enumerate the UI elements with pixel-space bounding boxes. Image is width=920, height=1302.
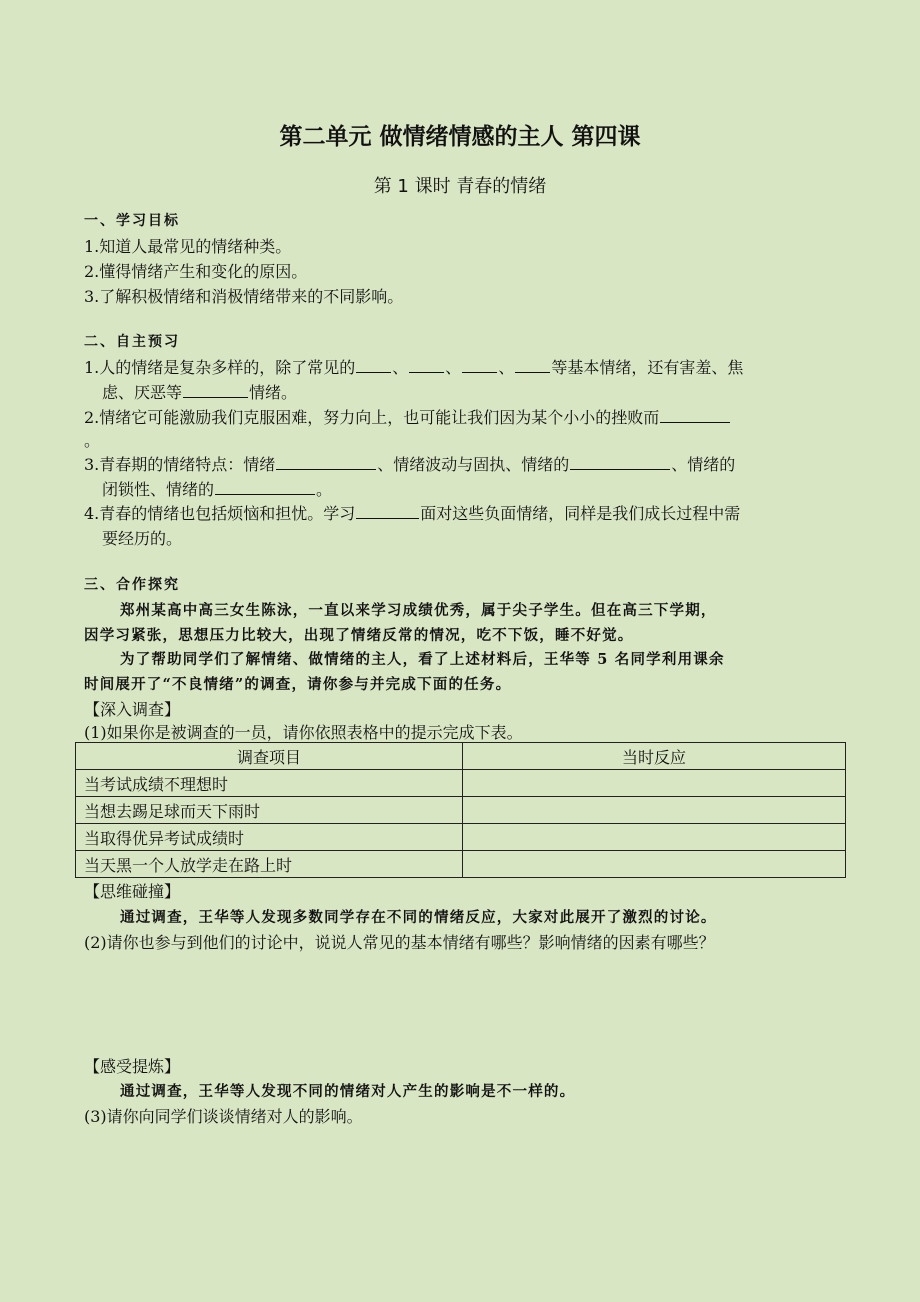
- q3-text-c: 、情绪的: [671, 455, 736, 474]
- section-heading-goals: 一、学习目标: [84, 213, 180, 229]
- story-paragraph: 郑州某高中高三女生陈泳，一直以来学习成绩优秀，属于尖子学生。但在高三下学期，: [120, 602, 717, 619]
- thinking-paragraph: 通过调查，王华等人发现多数同学存在不同的情绪反应，大家对此展开了激烈的讨论。: [120, 909, 717, 926]
- preview-question-1: [84, 355, 743, 378]
- table-row: [76, 851, 846, 878]
- goal-item: 3.了解积极情绪和消极情绪带来的不同影响。: [84, 287, 404, 306]
- fill-blank[interactable]: [515, 358, 550, 373]
- fill-blank[interactable]: [462, 358, 497, 373]
- story-paragraph: 时间展开了“不良情绪”的调查，请你参与并完成下面的任务。: [84, 676, 512, 693]
- survey-prompt: (1)如果你是被调查的一员，请你依照表格中的提示完成下表。: [84, 723, 523, 742]
- feeling-paragraph: 通过调查，王华等人发现不同的情绪对人产生的影响是不一样的。: [120, 1083, 576, 1100]
- thinking-prompt: (2)请你也参与到他们的讨论中，说说人常见的基本情绪有哪些？影响情绪的因素有哪些？: [84, 933, 715, 952]
- q4-text-b: 面对这些负面情绪，同样是我们成长过程中需: [420, 504, 741, 523]
- section-heading-preview: 二、自主预习: [84, 334, 180, 350]
- survey-table: [75, 742, 846, 878]
- thinking-heading: 【思维碰撞】: [84, 882, 181, 901]
- table-header-row: [76, 743, 846, 770]
- survey-item-cell: 当想去踢足球而天下雨时: [76, 797, 463, 824]
- q3-text-d: 闭锁性、情绪的: [102, 480, 215, 499]
- q4-text-a: 4.青春的情绪也包括烦恼和担忧。学习: [84, 504, 356, 523]
- fill-blank[interactable]: [409, 358, 444, 373]
- section-heading-explore: 三、合作探究: [84, 577, 180, 593]
- q1-text-d: 情绪。: [249, 383, 298, 402]
- response-cell[interactable]: [463, 824, 846, 851]
- fill-blank[interactable]: [660, 408, 730, 423]
- column-header: 当时反应: [463, 743, 846, 770]
- preview-question-4: [84, 501, 740, 524]
- table-row: [76, 797, 846, 824]
- column-header: 调查项目: [76, 743, 463, 770]
- story-paragraph: 因学习紧张，思想压力比较大，出现了情绪反常的情况，吃不下饭，睡不好觉。: [84, 627, 634, 644]
- q1-sep: 、: [392, 358, 409, 377]
- response-cell[interactable]: [463, 851, 846, 878]
- goal-item: 1.知道人最常见的情绪种类。: [84, 237, 292, 256]
- lesson-subtitle: 第 1 课时 青春的情绪: [373, 176, 547, 197]
- fill-blank[interactable]: [356, 358, 391, 373]
- fill-blank[interactable]: [215, 480, 315, 495]
- response-cell[interactable]: [463, 797, 846, 824]
- survey-heading: 【深入调查】: [84, 700, 181, 719]
- preview-question-1-cont: [102, 380, 297, 403]
- fill-blank[interactable]: [276, 455, 376, 470]
- q1-text-b: 等基本情绪，还有害羞、焦: [551, 358, 744, 377]
- fill-blank[interactable]: [356, 504, 419, 519]
- q1-text-c: 虑、厌恶等: [102, 383, 183, 402]
- feeling-prompt: (3)请你向同学们谈谈情绪对人的影响。: [84, 1107, 363, 1126]
- fill-blank[interactable]: [570, 455, 670, 470]
- survey-item-cell: 当取得优异考试成绩时: [76, 824, 463, 851]
- table-row: [76, 770, 846, 797]
- response-cell[interactable]: [463, 770, 846, 797]
- fill-blank[interactable]: [183, 383, 248, 398]
- q1-text-a: 1.人的情绪是复杂多样的，除了常见的: [84, 358, 356, 377]
- q3-text-e: 。: [316, 480, 333, 499]
- feeling-heading: 【感受提炼】: [84, 1057, 181, 1076]
- table-row: [76, 824, 846, 851]
- q1-sep: 、: [498, 358, 515, 377]
- q2-text-b: 。: [84, 431, 101, 450]
- page-title: 第二单元 做情绪情感的主人 第四课: [279, 124, 641, 150]
- q2-text-a: 2.情绪它可能激励我们克服困难，努力向上，也可能让我们因为某个小小的挫败而: [84, 408, 660, 427]
- preview-question-2: [84, 405, 731, 428]
- q3-text-a: 3.青春期的情绪特点：情绪: [84, 455, 276, 474]
- preview-question-3: [84, 452, 735, 475]
- story-paragraph: 为了帮助同学们了解情绪、做情绪的主人，看了上述材料后，王华等 5 名同学利用课余: [120, 651, 725, 668]
- survey-item-cell: 当天黑一个人放学走在路上时: [76, 851, 463, 878]
- q1-sep: 、: [445, 358, 462, 377]
- survey-item-cell: 当考试成绩不理想时: [76, 770, 463, 797]
- goal-item: 2.懂得情绪产生和变化的原因。: [84, 262, 308, 281]
- preview-question-3-cont: [102, 477, 332, 500]
- q3-text-b: 、情绪波动与固执、情绪的: [377, 455, 570, 474]
- q4-text-c: 要经历的。: [102, 529, 183, 548]
